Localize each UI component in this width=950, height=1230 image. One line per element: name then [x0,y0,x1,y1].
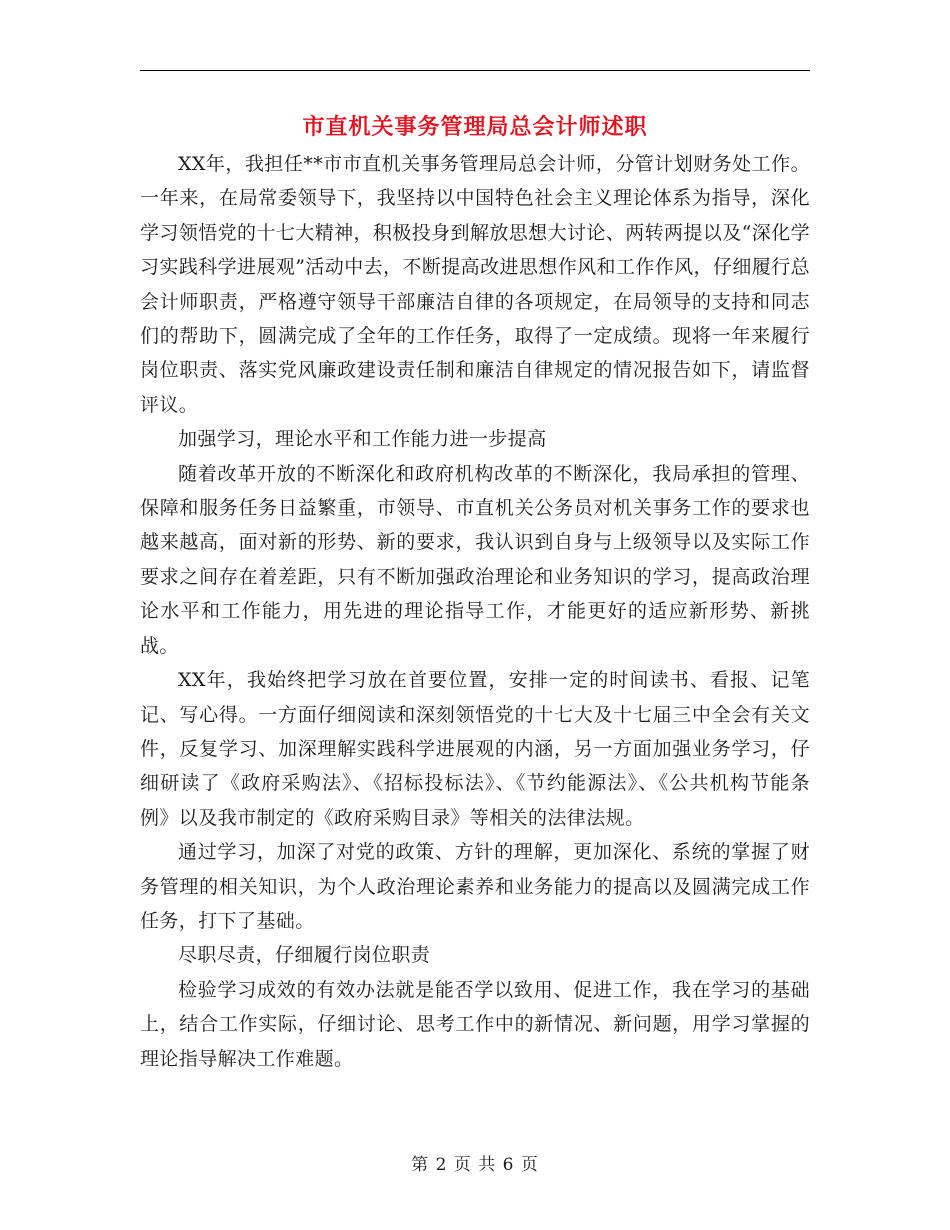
paragraph-reform: 随着改革开放的不断深化和政府机构改革的不断深化，我局承担的管理、保障和服务任务日益繁重，市领导、市直机关公务员对机关事务工作的要求也越来越高，面对新的形势、新的要求，我认识到自身与上级领导以及实际工作要求之间存在着差距，只有不断加强政治理论和业务知识的学习，提高政治理论水平和工作能力，用先进的理论指导工作，才能更好的适应新形势、新挑战。 [140,462,810,657]
document-title: 市直机关事务管理局总会计师述职 [302,114,648,140]
paragraph-duties: 检验学习成效的有效办法就是能否学以致用、促进工作，我在学习的基础上，结合工作实际，仔细讨论、思考工作中的新情况、新问题，用学习掌握的理论指导解决工作难题。 [140,978,810,1070]
section-heading-study: 加强学习，理论水平和工作能力进一步提高 [178,428,547,451]
document-body [140,147,810,1076]
paragraph-study-result: 通过学习，加深了对党的政策、方针的理解，更加深化、系统的掌握了财务管理的相关知识，为个人政治理论素养和业务能力的提高以及圆满完成工作任务，打下了基础。 [140,841,810,932]
header-rule [140,70,810,71]
paragraph-study-plan: XX年，我始终把学习放在首要位置，安排一定的时间读书、看报、记笔记、写心得。一方面仔细阅读和深刻领悟党的十七大及十七届三中全会有关文件，反复学习、加深理解实践科学进展观的内涵，另一方面加强业务学习，仔细研读了《政府采购法》、《招标投标法》、《节约能源法》、《公共机构节能条例》以及我市制定的《政府采购目录》等相关的法律法规。 [140,669,810,829]
page-number-footer: 第 2 页 共 6 页 [411,1155,539,1175]
paragraph-intro: XX年，我担任**市市直机关事务管理局总会计师，分管计划财务处工作。一年来，在局常委领导下，我坚持以中国特色社会主义理论体系为指导，深化学习领悟党的十七大精神，积极投身到解放思想大讨论、两转两提以及“深化学习实践科学进展观”活动中去，不断提高改进思想作风和工作作风，仔细履行总会计师职责，严格遵守领导干部廉洁自律的各项规定，在局领导的支持和同志们的帮助下，圆满完成了全年的工作任务，取得了一定成绩。现将一年来履行岗位职责、落实党风廉政建设责任制和廉洁自律规定的情况报告如下，请监督评议。 [140,153,810,416]
section-heading-duties: 尽职尽责，仔细履行岗位职责 [178,944,431,967]
